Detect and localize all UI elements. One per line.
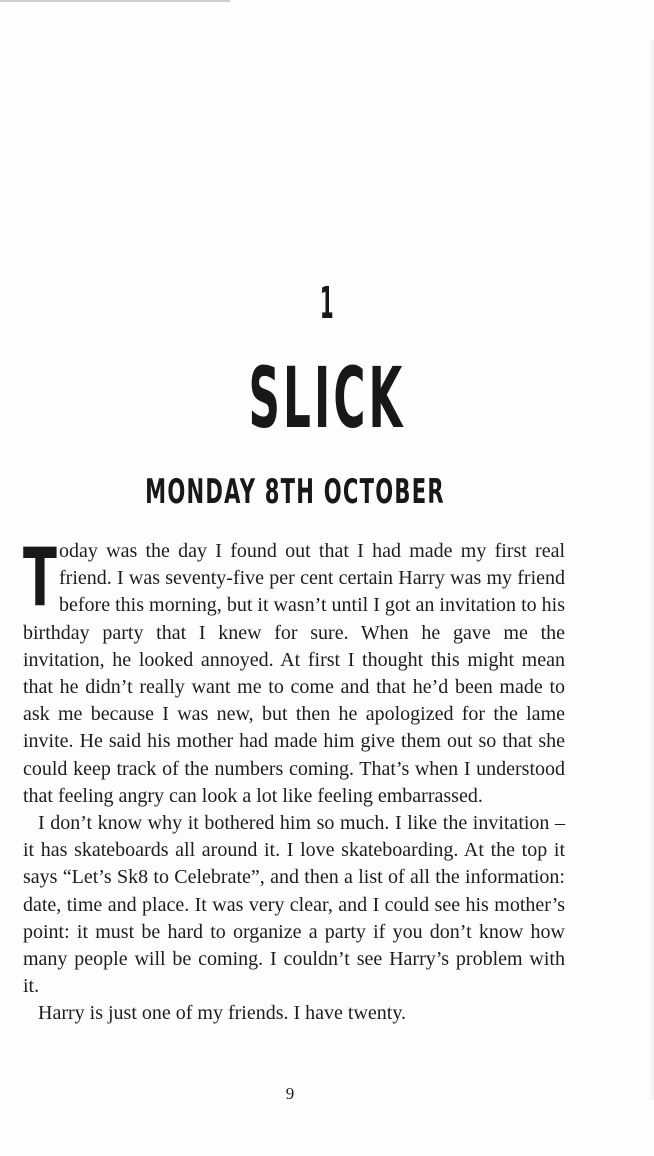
chapter-number: 1 [319,278,335,329]
paragraph: I don’t know why it bothered him so much. I like the invitation – it has skateboards all around it. I love skateboarding. At the top it says “Let’s Sk8 to Celebrate”, and then a list of all the information: date, time and place. It was very clear, and I could see his mother’s point: it must be hard to organize a party if you don’t know how many people will be coming. I couldn’t see Harry’s problem with it. [23,812,565,998]
chapter-date: MONDAY 8TH OCTOBER [145,472,445,512]
chapter-title: SLICK [248,349,406,447]
page-number: 9 [285,1084,295,1103]
top-edge-rule [0,0,230,2]
page-edge-shadow [648,40,654,1100]
paragraph [23,531,565,810]
chapter-body [23,531,565,1028]
drop-cap: T [23,531,57,624]
paragraph-text: oday was the day I found out that I had made my first real friend. I was seventy-five per cent certain Harry was my friend before this morning, but it wasn’t until I got an invitation to his birthday party that I knew for sure. When he gave me the invitation, he looked annoyed. At first I thought this might mean that he didn’t really want me to come and that he’d been made to ask me because I was new, but then he apologized for the lame invite. He said his mother had made him give them out so that she could keep track of the numbers coming. That’s when I understood that feeling angry can look a lot like feeling embarrassed. [23,540,565,807]
paragraph: Harry is just one of my friends. I have twenty. [38,1002,407,1025]
